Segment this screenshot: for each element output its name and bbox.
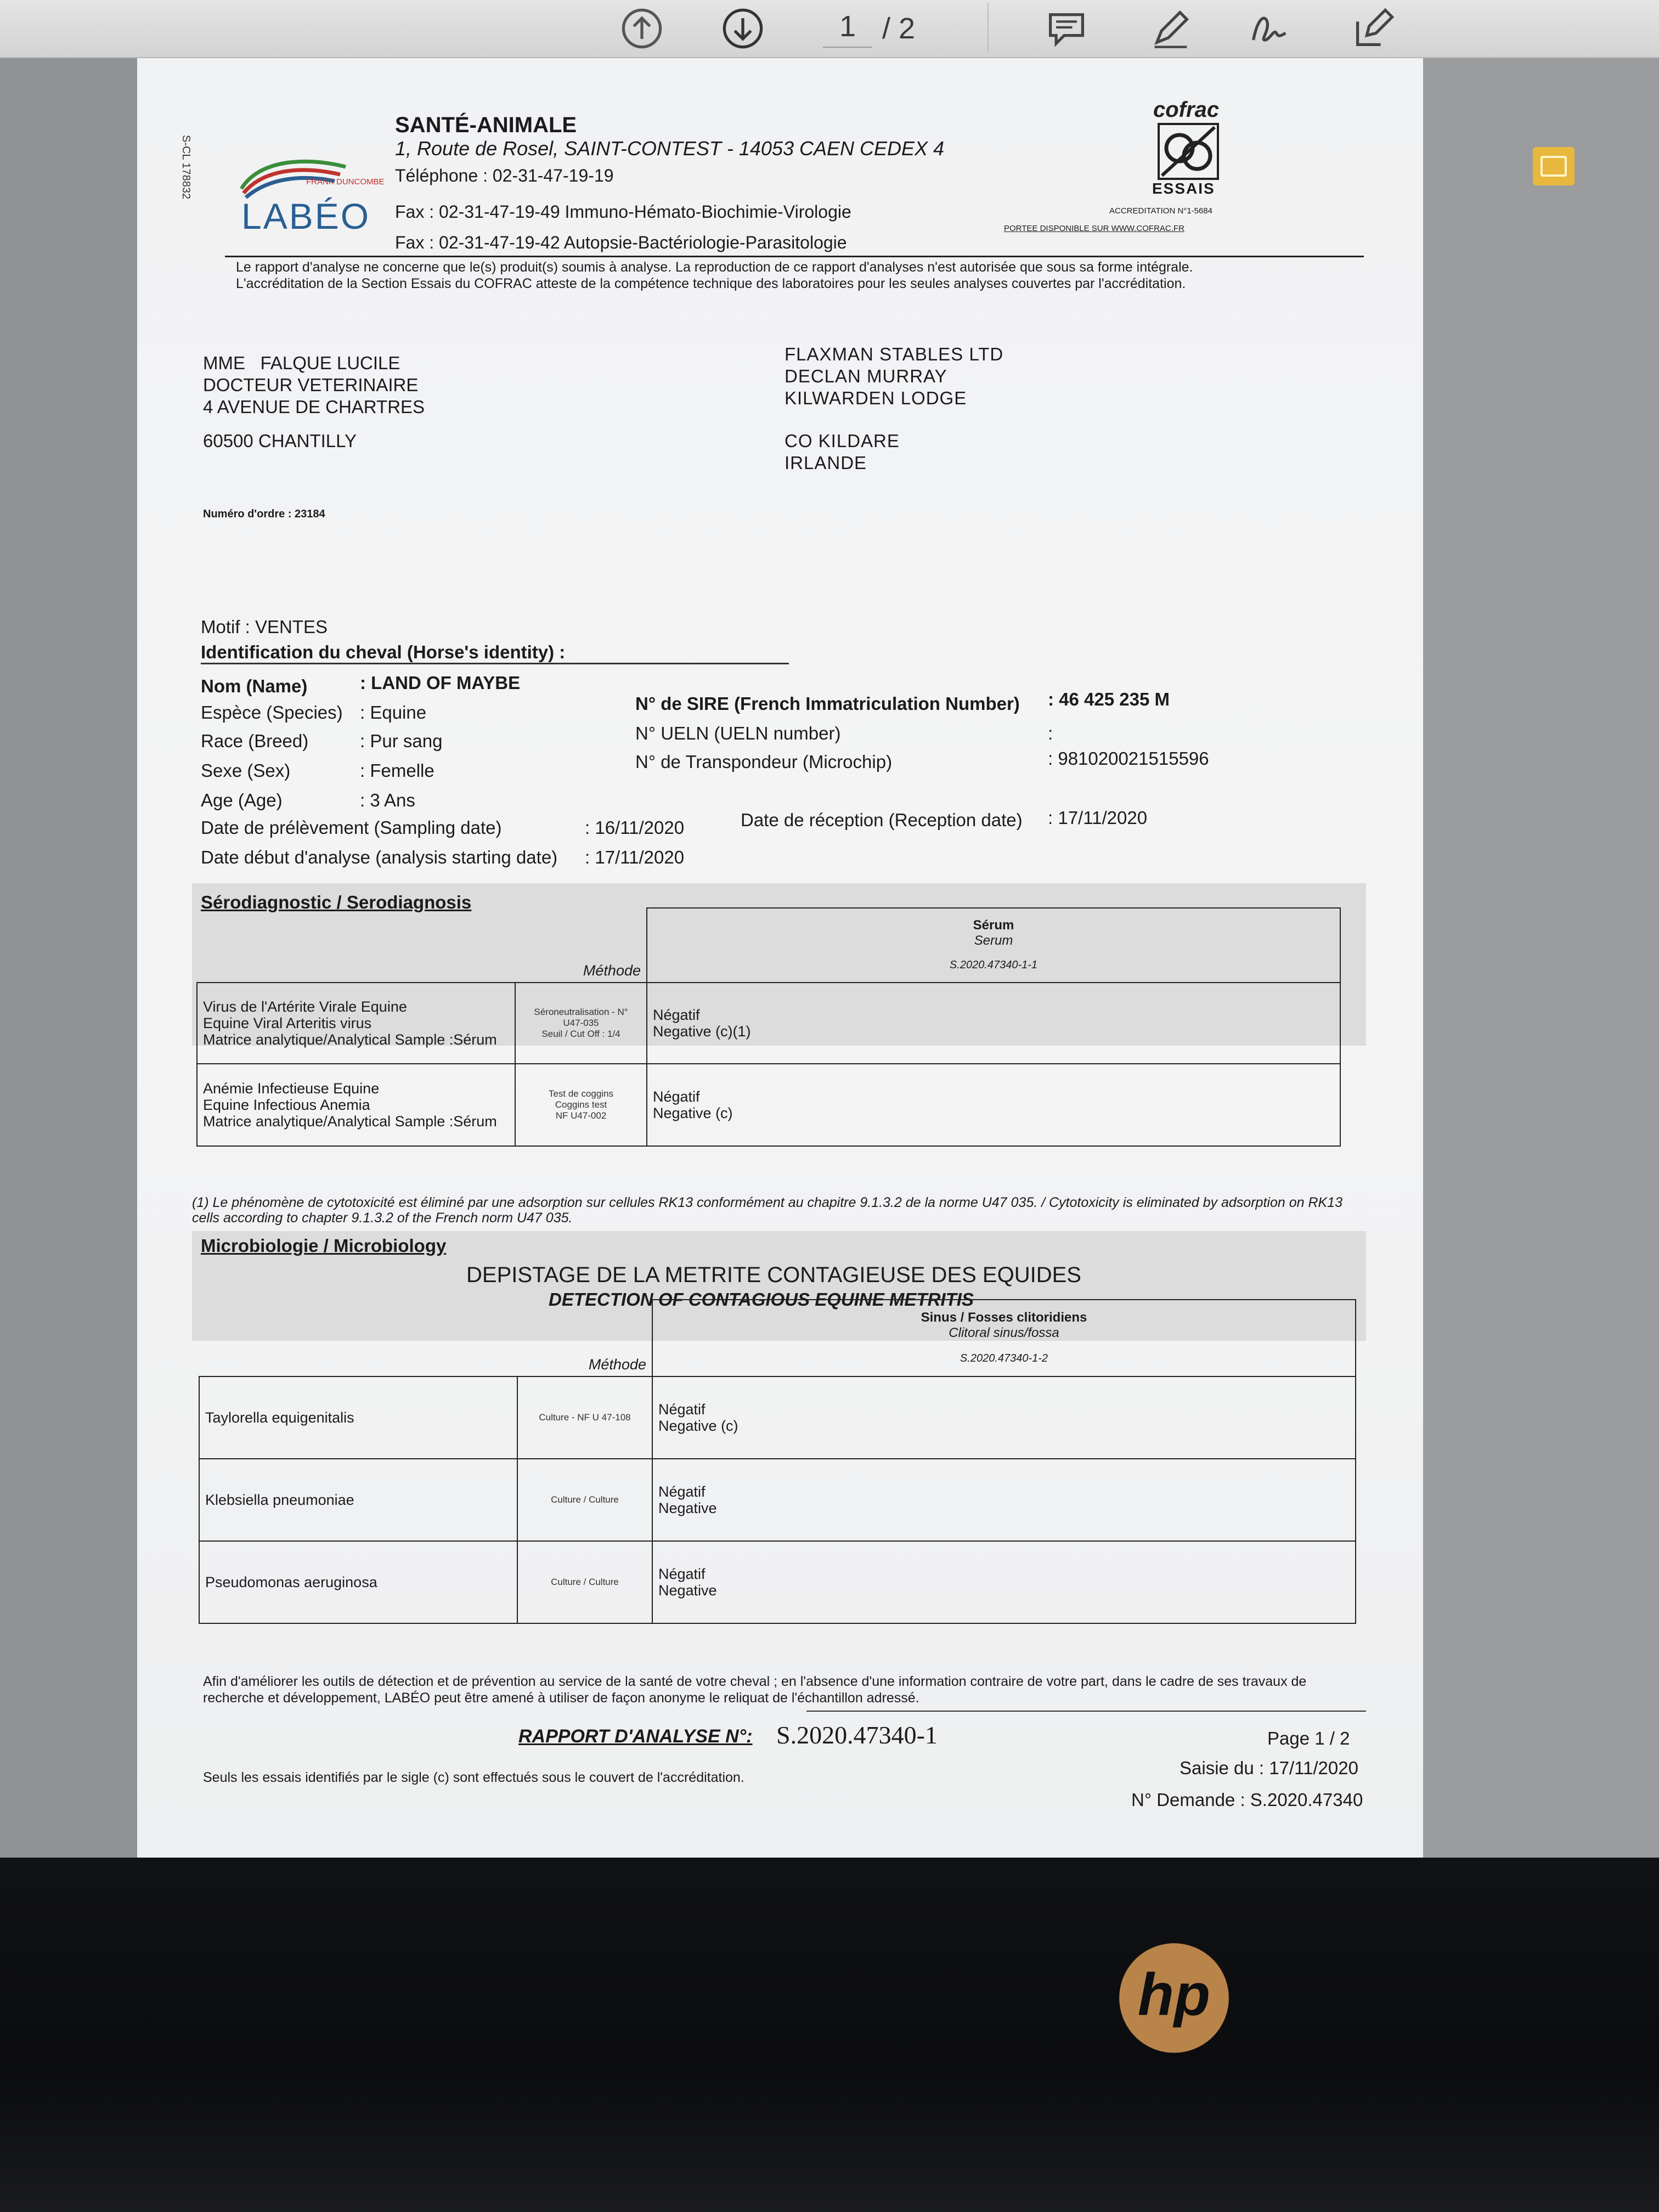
method-header: Méthode (583, 962, 641, 979)
page-total: / 2 (882, 12, 916, 45)
table-row (199, 1376, 1356, 1459)
page-number: Page 1 / 2 (1267, 1728, 1350, 1748)
table-header-row (197, 908, 1340, 983)
page-indicator (823, 4, 915, 53)
cem-title: DEPISTAGE DE LA METRITE CONTAGIEUSE DES EQUIDES (466, 1263, 1081, 1287)
identity-rule (201, 663, 789, 664)
organism-name: Taylorella equigenitalis (199, 1376, 517, 1459)
right-panel (1423, 58, 1659, 1858)
sample-header: Sinus / Fosses clitoridiens Clitoral sinus/fossa S.2020.47340-1-2 (652, 1300, 1356, 1376)
disclaimer: Le rapport d'analyse ne concerne que le(s) produit(s) soumis à analyse. La reproduction de ce rapport d'analyses n'est autorisée que sous sa forme intégrale. L'accréditation de la Section Essais du COFRAC atteste de la compétence technique des laboratoires pour les seules analyses couvertes par l'accréditation. (236, 259, 1193, 291)
method-header: Méthode (588, 1356, 646, 1373)
test-result: Négatif Negative (c)(1) (647, 983, 1340, 1064)
lab-fax-2: Fax : 02-31-47-19-42 Autopsie-Bactériologie-Parasitologie (395, 233, 847, 252)
test-result: Négatif Negative (c) (647, 1064, 1340, 1146)
laptop-bezel (0, 1858, 1659, 2212)
svg-text:hp: hp (1137, 1961, 1211, 2028)
cofrac-essais: ESSAIS (1152, 180, 1215, 197)
test-result: Négatif Negative (c) (652, 1376, 1356, 1459)
signature-icon[interactable] (1245, 4, 1294, 53)
test-method: Culture / Culture (517, 1541, 652, 1623)
report-label: RAPPORT D'ANALYSE N°: (518, 1726, 753, 1747)
test-name: Virus de l'Artérite Virale Equine Equine Viral Arteritis virus Matrice analytique/Analytical Sample :Sérum (197, 983, 515, 1064)
cofrac-logo (1147, 98, 1229, 202)
transponder-value: : 981020021515596 (1048, 748, 1209, 769)
sire-label: N° de SIRE (French Immatriculation Number) (635, 693, 1020, 714)
motif: Motif : VENTES (201, 617, 328, 637)
research-notice: Afin d'améliorer les outils de détection et de prévention au service de la santé de votre cheval ; en l'absence d'une information contraire de votre part, dans le cadre de ses travaux de recherche et développement, LABÉO peut être amené à utiliser de façon anonyme le reliquat de l'échantillon adressé. (203, 1674, 1307, 1706)
cem-subtitle: DETECTION OF CONTAGIOUS EQUINE METRITIS (549, 1289, 974, 1310)
arrow-down-icon[interactable] (719, 4, 767, 53)
test-method: Culture - NF U 47-108 (517, 1376, 652, 1459)
veterinarian-address: MME FALQUE LUCILE DOCTEUR VETERINAIRE 4 AVENUE DE CHARTRES 60500 CHANTILLY (203, 353, 425, 451)
test-result: Négatif Negative (652, 1459, 1356, 1541)
order-number: Numéro d'ordre : 23184 (203, 508, 325, 520)
labeo-logo (236, 150, 385, 238)
owner-address: FLAXMAN STABLES LTD DECLAN MURRAY KILWARDEN LODGE CO KILDARE IRLANDE (785, 344, 1004, 473)
comment-icon[interactable] (1042, 4, 1091, 53)
ueln-value: : (1048, 723, 1053, 743)
test-name: Anémie Infectieuse Equine Equine Infectious Anemia Matrice analytique/Analytical Sample :Sérum (197, 1064, 515, 1146)
test-method: Séroneutralisation - N° U47-035 Seuil / Cut Off : 1/4 (515, 983, 647, 1064)
cofrac-wordmark: cofrac (1153, 98, 1220, 122)
viewer-toolbar (0, 0, 1659, 58)
transponder-label: N° de Transpondeur (Microchip) (635, 752, 893, 772)
svg-text:FRANK DUNCOMBE: FRANK DUNCOMBE (306, 177, 385, 187)
sample-header: Sérum Serum S.2020.47340-1-1 (647, 908, 1340, 983)
footnote: (1) Le phénomène de cytotoxicité est éliminé par une adsorption sur cellules RK13 conformément au chapitre 9.1.3.2 de la norme U47 035. / Cytotoxicity is eliminated by adsorption on RK13 cells according to chapter 9.1.3.2 of the French norm U47 035. (192, 1195, 1342, 1226)
cofrac-link[interactable]: PORTEE DISPONIBLE SUR WWW.COFRAC.FR (1004, 224, 1184, 233)
ueln-label: N° UELN (UELN number) (635, 723, 841, 743)
organism-name: Pseudomonas aeruginosa (199, 1541, 517, 1623)
labeo-wordmark: LABÉO (241, 196, 371, 236)
table-row (197, 1064, 1340, 1146)
analysis-start-label: Date début d'analyse (analysis starting date) (201, 847, 558, 867)
accreditation-note: Seuls les essais identifiés par le sigle (c) sont effectués sous le couvert de l'accréditation. (203, 1770, 744, 1785)
identity-species-row: Espèce (Species) : Equine (201, 702, 427, 723)
toolbar-separator (988, 3, 989, 53)
analysis-start-value: : 17/11/2020 (585, 847, 685, 867)
left-panel (0, 58, 137, 1858)
table-row (197, 983, 1340, 1064)
reception-date-value: : 17/11/2020 (1048, 808, 1148, 828)
table-row (199, 1459, 1356, 1541)
sampling-date-label: Date de prélèvement (Sampling date) (201, 817, 502, 838)
identity-name-row: Nom (Name) : LAND OF MAYBE (201, 673, 521, 696)
lab-phone: Téléphone : 02-31-47-19-19 (395, 166, 614, 185)
comment-note-icon[interactable] (1533, 147, 1575, 185)
test-method: Culture / Culture (517, 1459, 652, 1541)
entry-date: Saisie du : 17/11/2020 (1180, 1758, 1358, 1778)
accreditation-number: ACCREDITATION N°1-5684 (1109, 206, 1212, 216)
identity-title: Identification du cheval (Horse's identity) : (201, 642, 566, 662)
serodiagnosis-table (196, 907, 1341, 1147)
header-rule (225, 256, 1364, 257)
identity-sex-row: Sexe (Sex) : Femelle (201, 760, 435, 781)
test-result: Négatif Negative (652, 1541, 1356, 1623)
sire-value: : 46 425 235 M (1048, 689, 1170, 709)
table-header-row (199, 1300, 1356, 1376)
serodiagnosis-title: Sérodiagnostic / Serodiagnosis (201, 892, 472, 912)
current-page-field[interactable]: 1 (823, 9, 872, 48)
identity-breed-row: Race (Breed) : Pur sang (201, 731, 443, 751)
microbiology-table (199, 1299, 1356, 1624)
organism-name: Klebsiella pneumoniae (199, 1459, 517, 1541)
request-number: N° Demande : S.2020.47340 (1131, 1790, 1363, 1810)
lab-address: 1, Route de Rosel, SAINT-CONTEST - 14053 CAEN CEDEX 4 (395, 137, 945, 160)
sampling-date-value: : 16/11/2020 (585, 817, 685, 838)
document-page (137, 58, 1423, 1858)
microbiology-title: Microbiologie / Microbiology (201, 1235, 447, 1256)
edit-icon[interactable] (1350, 4, 1398, 53)
pen-icon[interactable] (1147, 4, 1195, 53)
lab-fax-1: Fax : 02-31-47-19-49 Immuno-Hémato-Biochimie-Virologie (395, 202, 851, 222)
identity-age-row: Age (Age) : 3 Ans (201, 790, 415, 810)
arrow-up-icon[interactable] (618, 4, 666, 53)
hp-logo (1117, 1941, 1231, 2055)
lab-name: SANTÉ-ANIMALE (395, 113, 577, 137)
footer-rule (806, 1711, 1366, 1712)
side-reference: S-CL 178832 (180, 135, 192, 200)
test-method: Test de coggins Coggins test NF U47-002 (515, 1064, 647, 1146)
report-number: S.2020.47340-1 (776, 1721, 938, 1749)
reception-date-label: Date de réception (Reception date) (741, 810, 1023, 830)
table-row (199, 1541, 1356, 1623)
